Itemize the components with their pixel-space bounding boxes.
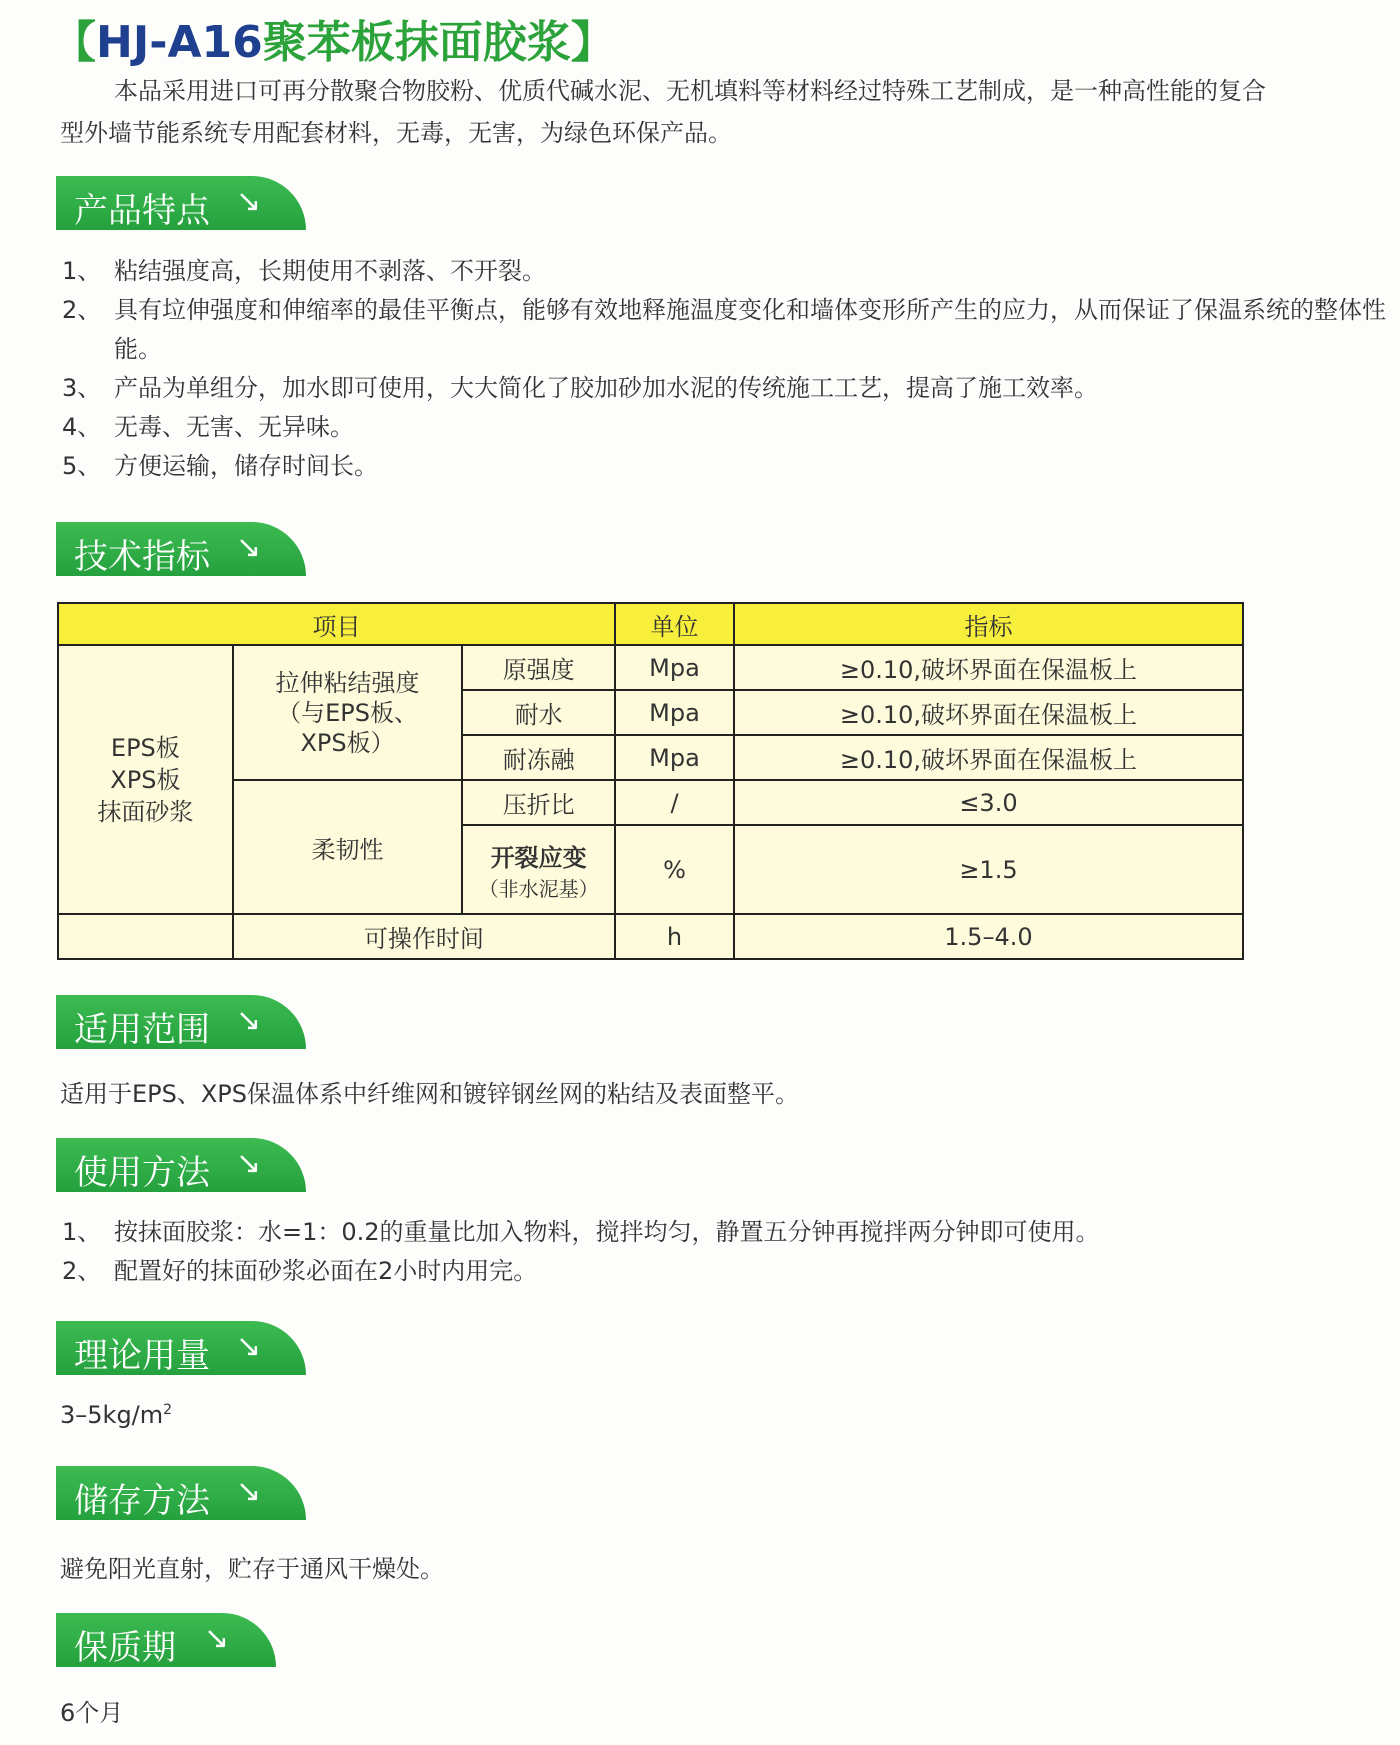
table-header-row	[58, 603, 1243, 645]
arrow-icon: ↘	[204, 1621, 230, 1656]
list-item: 5、 方便运输，储存时间长。	[62, 452, 378, 480]
arrow-icon: ↘	[236, 530, 262, 565]
section-header-usage	[56, 1138, 306, 1192]
list-item: 2、 配置好的抹面砂浆必面在2小时内用完。	[62, 1257, 538, 1285]
table-row: 耐冻融 Mpa ≥0.10,破坏界面在保温板上	[58, 735, 1243, 780]
header-unit: 单位	[615, 603, 734, 645]
intro-line-1: 本品采用进口可再分散聚合物胶粉、优质代碱水泥、无机填料等材料经过特殊工艺制成，是一种高性能的复合	[114, 77, 1266, 105]
title-bracket-open: 【	[52, 17, 96, 68]
section-title: 保质期	[74, 1628, 176, 1668]
spec-table	[57, 602, 1244, 960]
table-row: 开裂应变 （非水泥基） % ≥1.5	[58, 825, 1243, 914]
arrow-icon: ↘	[236, 1003, 262, 1038]
list-item: 4、 无毒、无害、无异味。	[62, 413, 354, 441]
features-list	[62, 252, 1400, 486]
table-row: 柔韧性 压折比 / ≤3.0	[58, 780, 1243, 825]
arrow-icon: ↘	[236, 1146, 262, 1181]
section-header-shelf	[56, 1613, 276, 1667]
product-code: HJ-A16	[96, 17, 263, 68]
header-index: 指标	[734, 603, 1243, 645]
arrow-icon: ↘	[236, 1474, 262, 1509]
arrow-icon: ↘	[236, 1329, 262, 1364]
section-title: 产品特点	[74, 191, 210, 231]
intro-paragraph	[60, 70, 1400, 154]
section-header-storage	[56, 1466, 306, 1520]
product-name: 聚苯板抹面胶浆	[262, 17, 571, 68]
section-title: 储存方法	[74, 1481, 210, 1521]
group-cell: EPS板 XPS板 抹面砂浆	[58, 645, 233, 914]
section-header-dosage	[56, 1321, 306, 1375]
table-row: 可操作时间 h 1.5–4.0	[58, 914, 1243, 959]
section-title: 适用范围	[74, 1010, 210, 1050]
arrow-icon: ↘	[236, 184, 262, 219]
scope-text: 适用于EPS、XPS保温体系中纤维网和镀锌钢丝网的粘结及表面整平。	[60, 1080, 800, 1108]
section-header-scope	[56, 995, 306, 1049]
page-title	[52, 6, 615, 70]
table-row: 耐水 Mpa ≥0.10,破坏界面在保温板上	[58, 690, 1243, 735]
tensile-cell: 拉伸粘结强度 （与EPS板、 XPS板）	[233, 645, 463, 780]
flex-cell: 柔韧性	[233, 780, 463, 914]
title-bracket-close: 】	[570, 17, 615, 68]
header-item: 项目	[58, 603, 615, 645]
section-title: 使用方法	[74, 1153, 210, 1193]
list-item: 1、 按抹面胶浆：水=1：0.2的重量比加入物料，搅拌均匀，静置五分钟再搅拌两分钟即可使用。	[62, 1218, 1100, 1246]
intro-line-2: 型外墙节能系统专用配套材料，无毒，无害，为绿色环保产品。	[60, 119, 732, 147]
section-header-features	[56, 176, 306, 230]
section-title: 理论用量	[74, 1336, 210, 1376]
list-item: 3、 产品为单组分，加水即可使用，大大简化了胶加砂加水泥的传统施工工艺，提高了施工效率。	[62, 374, 1098, 402]
list-item: 2、 具有垃伸强度和伸缩率的最佳平衡点，能够有效地释施温度变化和墙体变形所产生的应力，从而保证了保温系统的整体性能。	[62, 296, 1386, 363]
storage-text: 避免阳光直射，贮存于通风干燥处。	[60, 1555, 444, 1583]
dosage-text: $3-5kg/m^2$	[60, 1401, 173, 1429]
table-row: EPS板 XPS板 抹面砂浆 拉伸粘结强度 （与EPS板、 XPS板） 原强度 Mpa ≥0.10,破坏界面在保温板上	[58, 645, 1243, 690]
list-item: 1、 粘结强度高，长期使用不剥落、不开裂。	[62, 257, 546, 285]
section-header-specs	[56, 522, 306, 576]
shelf-text: 6个月	[60, 1699, 124, 1727]
section-title: 技术指标	[74, 537, 210, 577]
usage-list	[62, 1213, 1400, 1291]
